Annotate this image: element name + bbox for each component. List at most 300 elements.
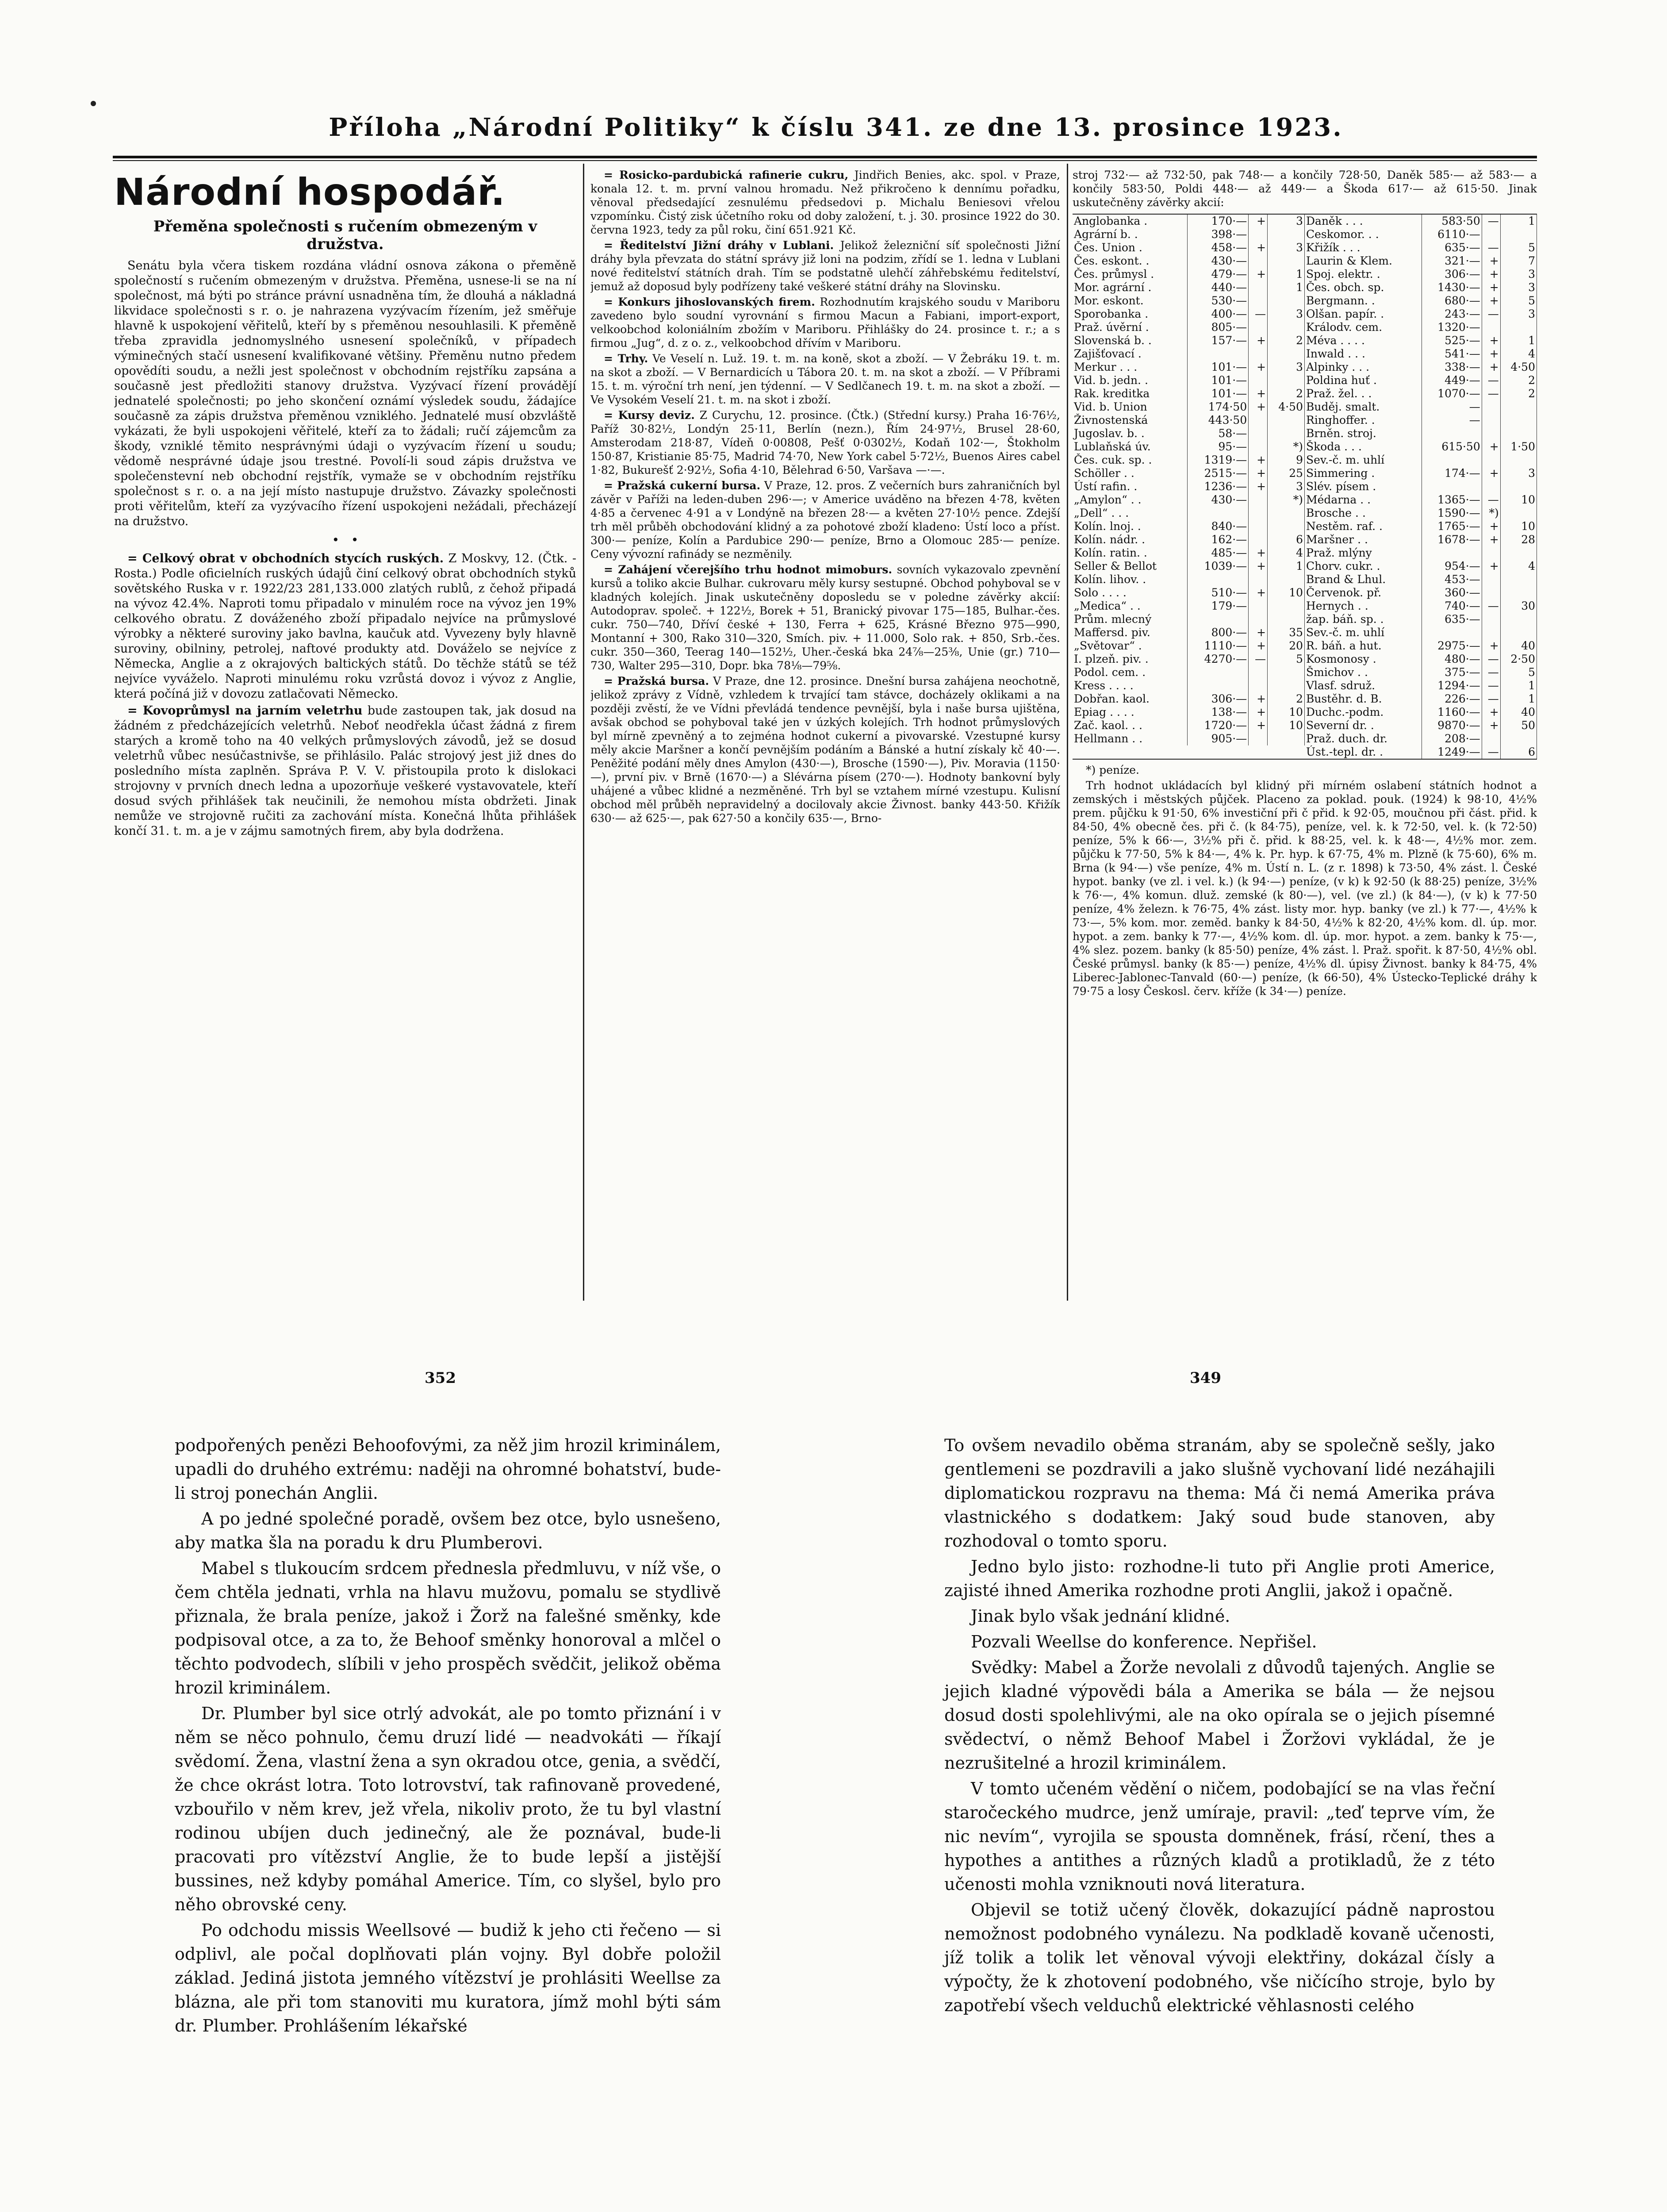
stock-name: Praž. žel. . . bbox=[1305, 387, 1422, 400]
article-text: Jelikož železniční síť společnosti Jižní dráhy byla převzata do státní správy již loni na podzim, zřídí se 1. ledna v Lublani nové ředitelství státních drah. Tím se podstatně ulehčí záhřebskému ředitelství, jemuž až doposud byly podřízeny také veškeré státní dráhy na Slovinsku. bbox=[590, 239, 1060, 293]
stock-price: 360·— bbox=[1422, 586, 1482, 599]
stock-row bbox=[1073, 639, 1305, 653]
stock-price: 58·— bbox=[1187, 427, 1249, 440]
stock-row bbox=[1305, 427, 1537, 440]
stock-name: Poldina huť . bbox=[1305, 374, 1422, 387]
article-head: = Zahájení včerejšího trhu hodnot mimoburs. bbox=[604, 563, 893, 576]
stock-change bbox=[1500, 480, 1537, 493]
stock-change: 3 bbox=[1268, 361, 1305, 374]
stock-table-right bbox=[1305, 215, 1537, 759]
stock-sign bbox=[1249, 599, 1268, 613]
stock-sign: + bbox=[1249, 400, 1268, 414]
stock-name: Kolín. lnoj. . bbox=[1073, 520, 1187, 533]
stock-name: Ceskomor. . . bbox=[1305, 228, 1422, 241]
stock-row bbox=[1305, 653, 1537, 666]
masthead-rule bbox=[113, 156, 1537, 158]
stock-row bbox=[1305, 706, 1537, 719]
stock-change: 1 bbox=[1500, 692, 1537, 706]
stock-row bbox=[1305, 599, 1537, 613]
stock-row bbox=[1305, 493, 1537, 507]
stock-row bbox=[1073, 254, 1305, 268]
stock-change bbox=[1268, 254, 1305, 268]
stock-sign bbox=[1482, 732, 1500, 745]
stock-sign: + bbox=[1249, 334, 1268, 347]
stock-price: 2975·— bbox=[1422, 639, 1482, 653]
stock-name: Spoj. elektr. . bbox=[1305, 268, 1422, 281]
stock-price: 162·— bbox=[1187, 533, 1249, 546]
stock-row bbox=[1305, 387, 1537, 400]
stock-name: Brand & Lhul. bbox=[1305, 573, 1422, 586]
stock-name: „Amylon“ . . bbox=[1073, 493, 1187, 507]
stock-name: Mor. agrární . bbox=[1073, 281, 1187, 294]
stock-price: 510·— bbox=[1187, 586, 1249, 599]
stock-row bbox=[1073, 613, 1305, 626]
stock-row bbox=[1305, 573, 1537, 586]
stock-price: 1110·— bbox=[1187, 639, 1249, 653]
stock-name: „Medica“ . . bbox=[1073, 599, 1187, 613]
stock-price: 1365·— bbox=[1422, 493, 1482, 507]
article-head: = Pražská cukerní bursa. bbox=[604, 479, 761, 492]
stock-row bbox=[1305, 732, 1537, 745]
column-national-economy bbox=[114, 168, 576, 1301]
ink-speck bbox=[91, 101, 96, 106]
stock-change: 7 bbox=[1500, 254, 1537, 268]
stock-row bbox=[1073, 321, 1305, 334]
stock-row bbox=[1305, 334, 1537, 347]
stock-price bbox=[1422, 626, 1482, 639]
stock-change bbox=[1268, 679, 1305, 692]
article-head: = Celkový obrat v obchodních stycích ruských. bbox=[127, 552, 444, 565]
stock-row bbox=[1073, 533, 1305, 546]
stock-change: 9 bbox=[1268, 453, 1305, 467]
stock-sign bbox=[1482, 573, 1500, 586]
stock-price: 430·— bbox=[1187, 254, 1249, 268]
stock-price: 530·— bbox=[1187, 294, 1249, 307]
stock-sign: + bbox=[1482, 268, 1500, 281]
stock-sign bbox=[1249, 254, 1268, 268]
stock-sign: + bbox=[1482, 347, 1500, 361]
stock-sign bbox=[1482, 427, 1500, 440]
stock-price: 1320·— bbox=[1422, 321, 1482, 334]
stock-change bbox=[1500, 586, 1537, 599]
stock-sign bbox=[1482, 228, 1500, 241]
stock-row bbox=[1073, 626, 1305, 639]
stock-name: Médarna . . bbox=[1305, 493, 1422, 507]
stock-sign: + bbox=[1482, 467, 1500, 480]
stock-price: 440·— bbox=[1187, 281, 1249, 294]
stock-change: 35 bbox=[1268, 626, 1305, 639]
stock-price: 541·— bbox=[1422, 347, 1482, 361]
stock-name: Vid. b. jedn. . bbox=[1073, 374, 1187, 387]
stock-row bbox=[1305, 613, 1537, 626]
stock-row bbox=[1305, 228, 1537, 241]
stock-name: Hellmann . . bbox=[1073, 732, 1187, 745]
stock-sign: + bbox=[1249, 719, 1268, 732]
stock-price: 208·— bbox=[1422, 732, 1482, 745]
stock-name: Kosmonosy . bbox=[1305, 653, 1422, 666]
stock-sign bbox=[1249, 294, 1268, 307]
stock-price: 1039·— bbox=[1187, 560, 1249, 573]
stock-name: Šmichov . . bbox=[1305, 666, 1422, 679]
stock-row bbox=[1073, 653, 1305, 666]
stock-row bbox=[1305, 666, 1537, 679]
stock-change: 4·50 bbox=[1268, 400, 1305, 414]
stock-change: 4 bbox=[1500, 347, 1537, 361]
stock-price: 1160·— bbox=[1422, 706, 1482, 719]
stock-price: 485·— bbox=[1187, 546, 1249, 560]
stock-change: 2 bbox=[1500, 374, 1537, 387]
stock-row bbox=[1073, 361, 1305, 374]
stock-price: 9870·— bbox=[1422, 719, 1482, 732]
stock-change bbox=[1500, 427, 1537, 440]
stock-name: Praž. mlýny bbox=[1305, 546, 1422, 560]
stock-price: 740·— bbox=[1422, 599, 1482, 613]
stock-change bbox=[1500, 626, 1537, 639]
stock-sign: — bbox=[1482, 307, 1500, 321]
stock-row bbox=[1073, 666, 1305, 679]
stock-change: 2 bbox=[1268, 334, 1305, 347]
stock-sign bbox=[1482, 586, 1500, 599]
stock-change bbox=[1500, 321, 1537, 334]
stock-row bbox=[1073, 281, 1305, 294]
stock-row bbox=[1073, 427, 1305, 440]
novel-paragraph: Svědky: Mabel a Žorže nevolali z důvodů tajených. Anglie se jejich kladné výpovědi bála a Amerika se bála — že nejsou dosud dosti spolehlivými, ale na oko opírala se o jejich písemné svědectví, o němž Behoof Mabel i Žoržovi vykládal, že je nezrušitelné a hrozil kriminálem. bbox=[944, 1658, 1495, 1773]
section-title: Národní hospodář. bbox=[114, 170, 506, 214]
stock-name: Čes. eskont. . bbox=[1073, 254, 1187, 268]
stock-name: Praž. duch. dr. bbox=[1305, 732, 1422, 745]
stock-sign: — bbox=[1482, 653, 1500, 666]
stock-name: Zač. kaol. . . bbox=[1073, 719, 1187, 732]
stock-sign: + bbox=[1482, 294, 1500, 307]
stock-name: Anglobanka . bbox=[1073, 215, 1187, 228]
stock-change: 40 bbox=[1500, 706, 1537, 719]
stock-name: Duchc.-podm. bbox=[1305, 706, 1422, 719]
stock-change: 3 bbox=[1268, 241, 1305, 254]
stock-name: žap. báň. sp. . bbox=[1305, 613, 1422, 626]
stock-row bbox=[1073, 573, 1305, 586]
stock-change bbox=[1500, 573, 1537, 586]
stock-name: Zajišťovací . bbox=[1073, 347, 1187, 361]
stock-row bbox=[1073, 719, 1305, 732]
stock-row bbox=[1305, 745, 1537, 759]
stock-name: Slév. písem . bbox=[1305, 480, 1422, 493]
stock-change bbox=[1268, 414, 1305, 427]
novel-paragraph: podpořených penězi Behoofovými, za něž jim hrozil kriminálem, upadli do druhého extrému: naději na ohromné bohatství, bude-li stroj ponechán Anglii. bbox=[175, 1436, 721, 1503]
stock-sign bbox=[1249, 732, 1268, 745]
stock-change: 4 bbox=[1268, 546, 1305, 560]
novel-paragraph: Objevil se totiž učený člověk, dokazující pádně naprostou nemožnost podobného vynálezu. Na podkladě kovaně učenosti, jíž tolik a tolik let věnoval vývoji elektřiny, dokázal čísly a výpočty, že k zhotovení podobného, vše ničícího stroje, bylo by zapotřebí všech velduchů elektrické věhlasnosti celého bbox=[944, 1900, 1495, 2015]
stock-change: 5 bbox=[1500, 241, 1537, 254]
stock-name: Rak. kreditka bbox=[1073, 387, 1187, 400]
stock-sign: + bbox=[1249, 560, 1268, 573]
stock-row bbox=[1305, 546, 1537, 560]
stock-sign: — bbox=[1249, 653, 1268, 666]
article-body bbox=[590, 238, 1060, 293]
stock-name: Brosche . . bbox=[1305, 507, 1422, 520]
stock-change bbox=[1268, 520, 1305, 533]
stock-sign: + bbox=[1482, 639, 1500, 653]
stock-sign bbox=[1249, 440, 1268, 453]
stock-row bbox=[1305, 281, 1537, 294]
stock-sign: + bbox=[1249, 453, 1268, 467]
stock-name: Inwald . . . bbox=[1305, 347, 1422, 361]
stock-price: 453·— bbox=[1422, 573, 1482, 586]
stock-price: 805·— bbox=[1187, 321, 1249, 334]
stock-row bbox=[1305, 361, 1537, 374]
article-text: Z Moskvy, 12. (Čtk. - Rosta.) Podle oficielních ruských údajů činí celkový obrat obchodních styků sovětského Ruska v r. 1922/23 281,133.000 zlatých rublů, z čehož připadá na vývoz 42.4%. Naproti tomu připadalo v minulém roce na vývoz jen 19% celkového obratu. Z dováženého zboží připadalo nejvíce na průmyslové výrobky a některé suroviny jako bavlna, kaučuk atd. Vyvezeny byly hlavně suroviny, obilniny, petrolej, naftové produkty atd. Dováželo se nejvíce z Německa, Anglie a z okrajových baltických států. Do těchže států se též nejvíce vyváželo. Naproti minulému roku vzrůstá dovoz i vývoz z Anglie, která počíná již v dovozu zatlačovati Německo. bbox=[114, 552, 576, 701]
stock-name: Buděj. smalt. bbox=[1305, 400, 1422, 414]
stock-sign: — bbox=[1482, 679, 1500, 692]
stock-sign: + bbox=[1482, 719, 1500, 732]
stock-price bbox=[1187, 507, 1249, 520]
stock-price: 306·— bbox=[1422, 268, 1482, 281]
stock-sign bbox=[1249, 573, 1268, 586]
stock-name: Solo . . . . bbox=[1073, 586, 1187, 599]
stock-price: 2515·— bbox=[1187, 467, 1249, 480]
stock-price: 635·— bbox=[1422, 241, 1482, 254]
stock-change bbox=[1500, 400, 1537, 414]
stock-sign bbox=[1249, 520, 1268, 533]
stock-price: 321·— bbox=[1422, 254, 1482, 268]
stock-row bbox=[1305, 626, 1537, 639]
stock-name: Červenok. př. bbox=[1305, 586, 1422, 599]
stock-price: 101·— bbox=[1187, 387, 1249, 400]
stock-sign: + bbox=[1249, 241, 1268, 254]
stock-name: Sev.-č. m. uhlí bbox=[1305, 453, 1422, 467]
novel-paragraph: V tomto učeném vědění o ničem, podobající se na vlas řeční staročeckého mudrce, jenž umíraje, pravil: „teď teprve vím, že nic nevím“, vyrojila se spousta domněnek, frásí, rčení, thes a hypothes a antithes a různých kladů a protikladů, že z této učenosti mohla vzniknouti nová literatura. bbox=[944, 1779, 1495, 1894]
stock-price: 170·— bbox=[1187, 215, 1249, 228]
stock-change: 2·50 bbox=[1500, 653, 1537, 666]
stock-change: 2 bbox=[1268, 692, 1305, 706]
masthead-rule-thin bbox=[113, 160, 1537, 161]
stock-name: Čes. Union . bbox=[1073, 241, 1187, 254]
stock-price: 479·— bbox=[1187, 268, 1249, 281]
stock-row bbox=[1073, 294, 1305, 307]
stock-row bbox=[1305, 467, 1537, 480]
page-number-right: 349 bbox=[1190, 1369, 1221, 1387]
stock-price bbox=[1422, 427, 1482, 440]
stock-change bbox=[1268, 732, 1305, 745]
stock-change bbox=[1500, 732, 1537, 745]
stock-sign bbox=[1482, 480, 1500, 493]
stock-change bbox=[1268, 599, 1305, 613]
stock-row bbox=[1305, 400, 1537, 414]
stock-price: 954·— bbox=[1422, 560, 1482, 573]
stock-change bbox=[1268, 228, 1305, 241]
novel-page-right bbox=[944, 1433, 1495, 2019]
stock-sign: + bbox=[1482, 533, 1500, 546]
stock-price: 449·— bbox=[1422, 374, 1482, 387]
stock-row bbox=[1073, 586, 1305, 599]
stock-change: 5 bbox=[1500, 294, 1537, 307]
stock-change: 4·50 bbox=[1500, 361, 1537, 374]
stock-change: 3 bbox=[1500, 307, 1537, 321]
stock-price: — bbox=[1422, 400, 1482, 414]
stock-name: Epiag . . . . bbox=[1073, 706, 1187, 719]
stock-sign: + bbox=[1249, 626, 1268, 639]
stock-change: 1 bbox=[1500, 679, 1537, 692]
article-text: sovních vykazovalo zpevnění kursů a toliko akcie Bulhar. cukrovaru měly kursy sestupné. Obchod pohyboval se v kladných kolejích. Jinak uskutečněny doposledu se v poledne závěrky akcií: Autodoprav. společ. + 122½, Borek + 51, Branický pivovar 175—185, Bulhar.-čes. cukr. 750—740, Dříví české + 130, Ferra + 625, Krásné Březno 975—990, Montanní + 300, Rako 310—320, Smích. piv. + 11.000, Solo rak. + 850, Srb.-čes. cukr. 350—360, Teerag 140—152½, Uher.-česká bka 24⅞—25⅜, Unie (gr.) 710—730, Walter 295—310, Dopr. bka 78⅛—79⅝. bbox=[590, 563, 1060, 672]
stock-sign bbox=[1482, 414, 1500, 427]
stock-price: 338·— bbox=[1422, 361, 1482, 374]
stock-price: 525·— bbox=[1422, 334, 1482, 347]
stock-change bbox=[1500, 453, 1537, 467]
stock-sign: — bbox=[1482, 493, 1500, 507]
stock-row bbox=[1073, 732, 1305, 745]
article-head: = Ředitelství Jižní dráhy v Lublani. bbox=[604, 239, 834, 252]
stock-row bbox=[1073, 507, 1305, 520]
article-text: Rozhodnutím krajského soudu v Mariboru zavedeno bylo soudní vyrovnání s firmou Macun a Fabiani, import-export, velkoobchod koloniálním zbožím v Mariboru. Přihlášky do 24. prosince t. r.; a s firmou „Jug“, d. z o. z., velkoobchod dřívím v Mariboru. bbox=[590, 296, 1060, 349]
stock-row bbox=[1305, 440, 1537, 453]
article-body bbox=[590, 479, 1060, 561]
article-body bbox=[114, 703, 576, 839]
stock-sign: — bbox=[1482, 745, 1500, 759]
article-text: Z Curychu, 12. prosince. (Čtk.) (Střední kursy.) Praha 16·76½, Paříž 30·82½, Londýn 25·11, Berlín (nezn.), Řím 24·97½, Brusel 28·60, Amsterodam 218·87, Vídeň 0·00808, Pešť 0·0302½, Kodaň 102·—, Štokholm 150·87, Kristianie 85·75, Madrid 74·70, New York cabel 5·72½, Buenos Aires cabel 1·82, Bukurešť 2·92½, Sofia 4·10, Bělehrad 6·50, Varšava —·—. bbox=[590, 409, 1060, 476]
article-body bbox=[590, 295, 1060, 350]
article-head: = Kovoprůmysl na jarním veletrhu bbox=[127, 704, 363, 718]
stock-change: 10 bbox=[1268, 719, 1305, 732]
stock-price: 443·50 bbox=[1187, 414, 1249, 427]
stock-sign: + bbox=[1249, 639, 1268, 653]
stock-sign bbox=[1249, 347, 1268, 361]
stock-row bbox=[1305, 321, 1537, 334]
stock-name: Čes. cuk. sp. . bbox=[1073, 453, 1187, 467]
stock-name: Merkur . . . bbox=[1073, 361, 1187, 374]
novel-paragraph: Dr. Plumber byl sice otrlý advokát, ale po tomto přiznání i v něm se něco pohnulo, čemu druzí lidé — neadvokáti — říkají svědomí. Žena, vlastní žena a syn okradou otce, genia, a svědčí, že chce okrást lotra. Toto lotrovství, tak rafinovaně provedené, vzbouřilo v něm krev, jež vřela, nikoliv proto, že tu byl vlastní rodinou ubíjen duch jedinečný, ale že poznával, bude-li pracovati pro vítězství Anglie, že to bude lepší a jistější bussines, než kdyby pomáhal Americe. Tím, co slyšel, bylo pro něho obrovské ceny. bbox=[175, 1704, 721, 1914]
stock-row bbox=[1305, 453, 1537, 467]
stock-change: *) bbox=[1268, 440, 1305, 453]
stock-sign bbox=[1482, 400, 1500, 414]
stock-change: 1 bbox=[1500, 215, 1537, 228]
stock-sign: — bbox=[1482, 692, 1500, 706]
stock-row bbox=[1073, 546, 1305, 560]
stock-sign: + bbox=[1482, 706, 1500, 719]
stock-sign: — bbox=[1482, 374, 1500, 387]
stock-name: Kolín. nádr. . bbox=[1073, 533, 1187, 546]
article-body bbox=[590, 408, 1060, 477]
stock-row bbox=[1073, 241, 1305, 254]
stock-row bbox=[1073, 228, 1305, 241]
stock-change: 6 bbox=[1500, 745, 1537, 759]
stock-row bbox=[1305, 374, 1537, 387]
stock-row bbox=[1073, 387, 1305, 400]
stock-name: „Světovar“ . bbox=[1073, 639, 1187, 653]
stock-price: 840·— bbox=[1187, 520, 1249, 533]
stock-change: 2 bbox=[1500, 387, 1537, 400]
stock-name: Křižík . . . bbox=[1305, 241, 1422, 254]
stock-sign: + bbox=[1249, 692, 1268, 706]
stock-row bbox=[1073, 679, 1305, 692]
stock-change: 25 bbox=[1268, 467, 1305, 480]
stock-name: Bustěhr. d. B. bbox=[1305, 692, 1422, 706]
stock-row bbox=[1305, 414, 1537, 427]
stock-change: 28 bbox=[1500, 533, 1537, 546]
stock-row bbox=[1073, 215, 1305, 228]
stock-row bbox=[1073, 493, 1305, 507]
stock-row bbox=[1073, 334, 1305, 347]
stock-sign: + bbox=[1249, 480, 1268, 493]
stock-sign bbox=[1249, 374, 1268, 387]
article-body bbox=[114, 551, 576, 702]
stock-sign bbox=[1249, 666, 1268, 679]
page-number-left: 352 bbox=[425, 1369, 456, 1387]
stock-change: 20 bbox=[1268, 639, 1305, 653]
stock-price: 1678·— bbox=[1422, 533, 1482, 546]
stock-table bbox=[1073, 214, 1537, 760]
stock-row bbox=[1305, 241, 1537, 254]
stock-name: Seller & Bellot bbox=[1073, 560, 1187, 573]
stock-name: Hernych . . bbox=[1305, 599, 1422, 613]
stock-price: 398·— bbox=[1187, 228, 1249, 241]
stock-name: Dobřan. kaol. bbox=[1073, 692, 1187, 706]
stock-sign: — bbox=[1249, 307, 1268, 321]
stock-name: Lublaňská úv. bbox=[1073, 440, 1187, 453]
stock-change bbox=[1268, 427, 1305, 440]
stock-sign: + bbox=[1482, 440, 1500, 453]
stock-change: 3 bbox=[1500, 467, 1537, 480]
stock-change: 10 bbox=[1500, 493, 1537, 507]
stock-change: 5 bbox=[1500, 666, 1537, 679]
stock-table-right-grid bbox=[1305, 215, 1537, 759]
stock-change bbox=[1268, 321, 1305, 334]
stock-price bbox=[1187, 613, 1249, 626]
stock-sign bbox=[1249, 507, 1268, 520]
column-stock-exchange bbox=[1073, 168, 1537, 1301]
stock-row bbox=[1073, 560, 1305, 573]
stock-name: Alpinky . . . bbox=[1305, 361, 1422, 374]
novel-paragraph: A po jedné společné poradě, ovšem bez otce, bylo usnešeno, aby matka šla na poradu k dru Plumberovi. bbox=[175, 1509, 721, 1552]
stock-row bbox=[1305, 586, 1537, 599]
stock-row bbox=[1305, 719, 1537, 732]
stock-row bbox=[1305, 692, 1537, 706]
stock-price: 1720·— bbox=[1187, 719, 1249, 732]
article-body: Senátu byla včera tiskem rozdána vládní osnova zákona o přeměně společností s ručením obmezeným v družstva. Přeměna, usnese-li se na ní společnost, má býti po stránce právní usnadněna tím, že dlouhá a nákladná likvidace společnosti s r. o. je nahrazena vyzývacím řízením, jež směřuje hlavně k uspokojení věřitelů, kteří by s přeměnou nesouhlasili. K přeměně třeba zpravidla jednomyslného usnesení společníků, v případech výminečných stačí usnesení kvalifikované většiny. Přeměnu nutno předem opovědíti soudu, a nežli jest společnost v obchodním rejstříku zapsána a současně jest předložiti stanovy družstva. Vyzývací řízení provádějí jednatelé společnosti; po jeho skončení oznámí výsledek soudu, žádajíce současně za zápis družstva přeměnou vzniklého. Jednatelé musí obzvláště vykázati, že byli uspokojeni věřitelé, kteří za to žádali; ručí zájemcům za škody, vzniklé těmito nesprávnými údaji o vyzývacím řízení u soudu; vědomě nesprávné údaje jsou trestné. Povolí-li soud zápis družstva ve společenstevní neb obchodní rejstřík, vymaže se v obchodním rejstříku společnost s r. o. a na její místo nastupuje družstvo. Závazky společnosti proti věřitelům, kteří za vyzývacího řízení uspokojeni nežádali, přecházejí na družstvo. bbox=[114, 259, 576, 528]
stock-sign: — bbox=[1482, 387, 1500, 400]
stock-name: Kress . . . . bbox=[1073, 679, 1187, 692]
masthead: Příloha „Národní Politiky“ k číslu 341. ze dne 13. prosince 1923. bbox=[329, 113, 1343, 142]
stock-name: Králodv. cem. bbox=[1305, 321, 1422, 334]
stock-name: Schöller . . bbox=[1073, 467, 1187, 480]
stock-name: Úst.-tepl. dr. . bbox=[1305, 745, 1422, 759]
stock-sign: — bbox=[1482, 666, 1500, 679]
stock-sign: + bbox=[1249, 215, 1268, 228]
stock-sign: + bbox=[1249, 387, 1268, 400]
stock-name: Brněn. stroj. bbox=[1305, 427, 1422, 440]
stock-table-left-grid bbox=[1073, 215, 1305, 745]
article-body bbox=[590, 168, 1060, 237]
stock-change: 1 bbox=[1268, 281, 1305, 294]
stock-name: Bergmann. . bbox=[1305, 294, 1422, 307]
stock-sign bbox=[1249, 427, 1268, 440]
stock-row bbox=[1305, 679, 1537, 692]
stock-price: 583·50 bbox=[1422, 215, 1482, 228]
stock-price bbox=[1187, 679, 1249, 692]
separator: • • bbox=[332, 533, 359, 547]
stock-sign: — bbox=[1482, 241, 1500, 254]
stock-name: Kolín. ratin. . bbox=[1073, 546, 1187, 560]
stock-name: Čes. průmysl . bbox=[1073, 268, 1187, 281]
stock-price bbox=[1187, 666, 1249, 679]
stock-change: 10 bbox=[1268, 586, 1305, 599]
stock-name: Méva . . . . bbox=[1305, 334, 1422, 347]
stock-sign bbox=[1249, 613, 1268, 626]
stock-price: 1070·— bbox=[1422, 387, 1482, 400]
stock-row bbox=[1305, 480, 1537, 493]
novel-page-left bbox=[175, 1433, 721, 2039]
stock-row bbox=[1305, 507, 1537, 520]
stock-sign: + bbox=[1249, 706, 1268, 719]
stock-price: 1294·— bbox=[1422, 679, 1482, 692]
